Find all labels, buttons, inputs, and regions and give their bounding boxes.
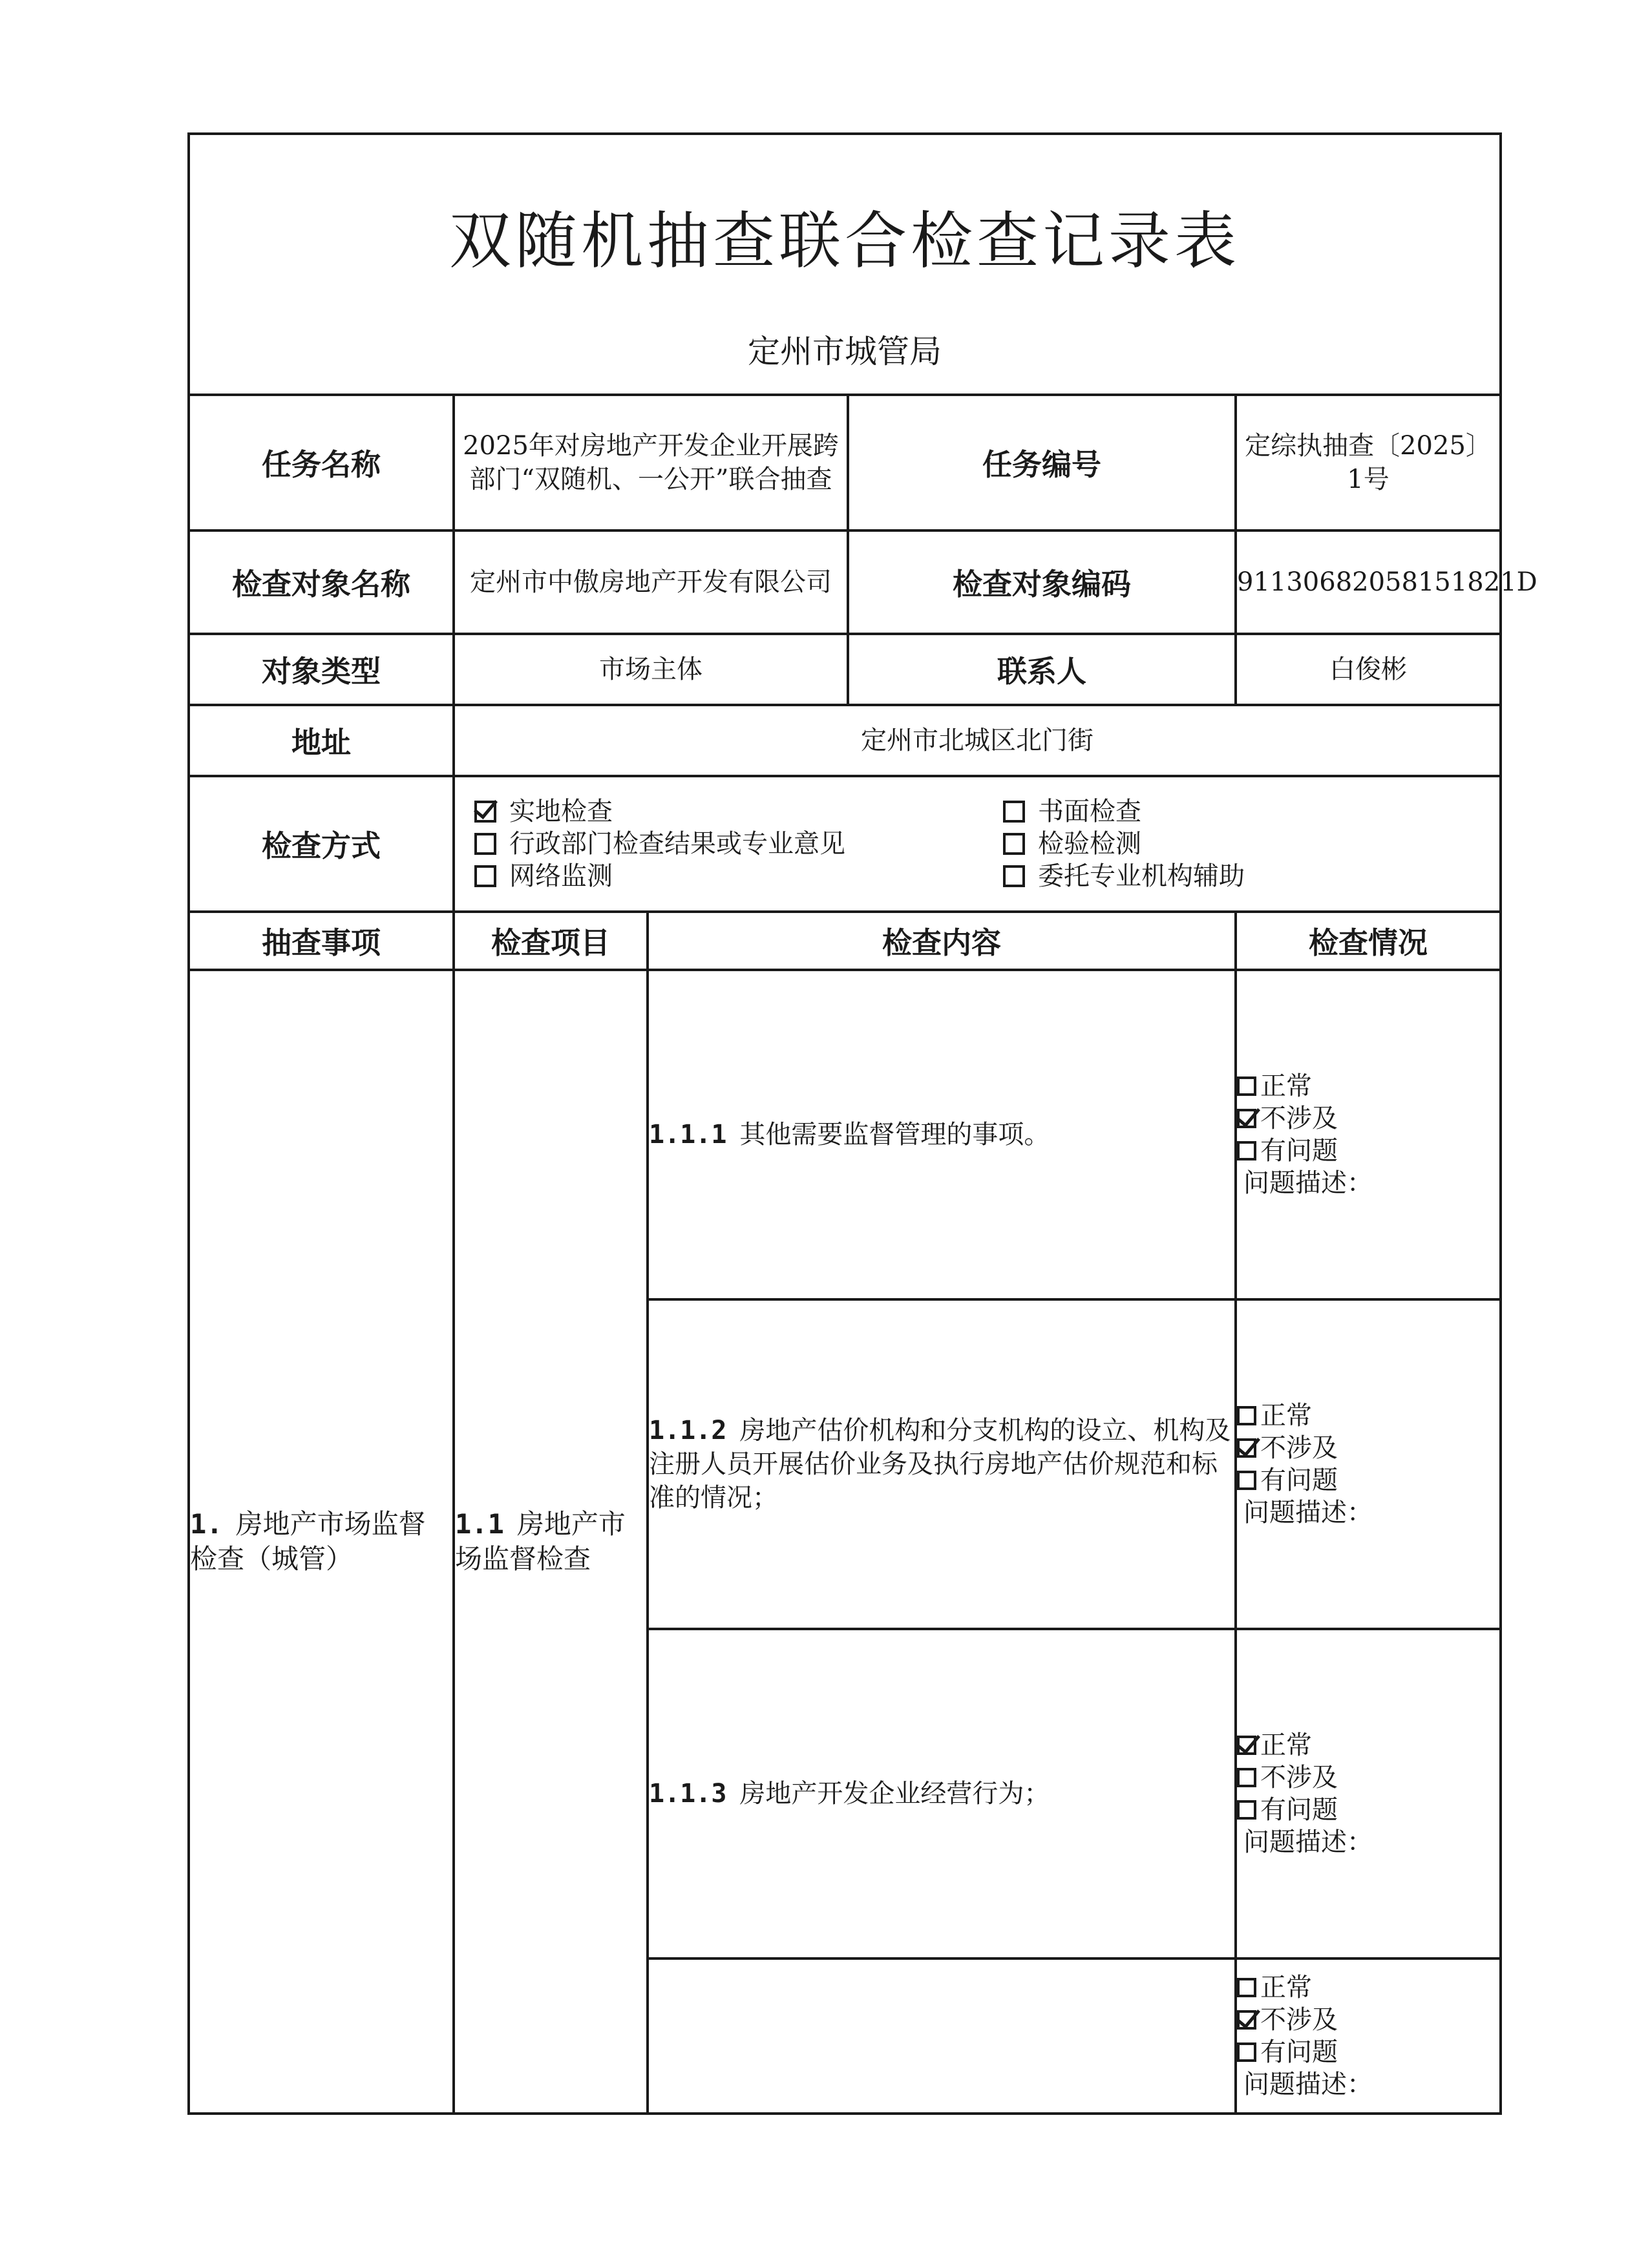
content-number: 1.1.2	[649, 1416, 727, 1445]
status-option-problem[interactable]	[1237, 1794, 1499, 1826]
method-option[interactable]	[1003, 795, 1480, 828]
problem-description-label: 问题描述：	[1243, 2070, 1373, 2099]
checkbox-icon[interactable]	[1237, 1800, 1256, 1820]
checkbox-icon[interactable]	[1237, 2042, 1256, 2062]
status-label: 有问题	[1260, 1795, 1338, 1825]
method-option-label: 检验检测	[1038, 829, 1142, 859]
status-row-1	[1236, 970, 1501, 1299]
content-row-4	[648, 1958, 1236, 2114]
method-option[interactable]	[474, 860, 951, 892]
task-name-label: 任务名称	[189, 395, 454, 530]
status-option-normal[interactable]	[1237, 1971, 1499, 2004]
status-option-normal[interactable]	[1237, 1729, 1499, 1761]
method-option-label: 网络监测	[509, 861, 613, 891]
contact-value: 白俊彬	[1236, 634, 1501, 705]
content-row-1	[648, 970, 1236, 1299]
method-option[interactable]	[474, 828, 951, 860]
address-label: 地址	[189, 705, 454, 776]
status-label: 正常	[1260, 1401, 1312, 1431]
method-option-label: 书面检查	[1038, 797, 1142, 826]
content-number: 1.1.3	[649, 1779, 727, 1809]
target-type-label: 对象类型	[189, 634, 454, 705]
method-column-left	[474, 795, 951, 892]
status-option-na[interactable]	[1237, 2004, 1499, 2036]
checkbox-icon[interactable]	[1237, 1406, 1256, 1425]
content-number: 1.1.1	[649, 1120, 727, 1150]
method-options	[454, 776, 1501, 912]
status-label: 不涉及	[1260, 2005, 1338, 2035]
status-label: 正常	[1260, 1973, 1312, 2002]
status-label: 有问题	[1260, 2037, 1338, 2067]
task-no-value: 定综执抽查〔2025〕1号	[1236, 395, 1501, 530]
status-label: 不涉及	[1260, 1104, 1338, 1133]
status-option-problem[interactable]	[1237, 1464, 1499, 1496]
inspection-form-table	[187, 132, 1537, 2115]
target-name-value: 定州市中傲房地产开发有限公司	[454, 530, 848, 634]
title-block	[189, 134, 1501, 395]
status-label: 有问题	[1260, 1465, 1338, 1495]
status-option-problem[interactable]	[1237, 2036, 1499, 2068]
checkbox-icon[interactable]	[1003, 865, 1025, 887]
checkbox-icon[interactable]	[1237, 1978, 1256, 1997]
checkbox-checked-icon[interactable]	[1237, 1736, 1256, 1755]
content-row-3	[648, 1629, 1236, 1958]
document-title: 双随机抽查联合检查记录表	[449, 205, 1241, 277]
status-option-na[interactable]	[1237, 1761, 1499, 1794]
status-option-normal[interactable]	[1237, 1070, 1499, 1102]
header-content: 检查内容	[648, 912, 1236, 970]
status-label: 不涉及	[1260, 1763, 1338, 1792]
checkbox-checked-icon[interactable]	[1237, 1438, 1256, 1458]
content-row-2	[648, 1299, 1236, 1629]
method-option-label: 行政部门检查结果或专业意见	[509, 829, 845, 859]
project-number: 1.1	[455, 1508, 504, 1540]
method-column-right	[951, 795, 1480, 892]
checkbox-icon[interactable]	[474, 833, 496, 855]
agency-name: 定州市城管局	[748, 333, 942, 370]
task-name-value: 2025年对房地产开发企业开展跨部门“双随机、一公开”联合抽查	[454, 395, 848, 530]
method-option[interactable]	[474, 795, 951, 828]
method-option[interactable]	[1003, 828, 1480, 860]
check-item-cell	[189, 970, 454, 2114]
status-option-na[interactable]	[1237, 1102, 1499, 1135]
target-code-label: 检查对象编码	[848, 530, 1236, 634]
checkbox-checked-icon[interactable]	[474, 801, 496, 823]
content-text: 房地产开发企业经营行为；	[739, 1779, 1050, 1809]
status-option-problem[interactable]	[1237, 1135, 1499, 1167]
header-item: 抽查事项	[189, 912, 454, 970]
project-text: 房地产市场监督检查	[455, 1508, 626, 1575]
inspection-record-sheet	[187, 132, 1537, 2116]
check-project-cell	[454, 970, 648, 2114]
checkbox-icon[interactable]	[1237, 1141, 1256, 1160]
status-row-3	[1236, 1629, 1501, 1958]
target-name-label: 检查对象名称	[189, 530, 454, 634]
problem-description-label: 问题描述：	[1243, 1168, 1373, 1198]
checkbox-icon[interactable]	[1003, 801, 1025, 823]
content-text: 房地产估价机构和分支机构的设立、机构及注册人员开展估价业务及执行房地产估价规范和标准的情况；	[649, 1416, 1231, 1513]
task-no-label: 任务编号	[848, 395, 1236, 530]
checkbox-icon[interactable]	[474, 865, 496, 887]
status-label: 不涉及	[1260, 1433, 1338, 1463]
target-code-value: 91130682058151821D	[1236, 530, 1501, 634]
status-option-normal[interactable]	[1237, 1400, 1499, 1432]
checkbox-icon[interactable]	[1237, 1768, 1256, 1787]
checkbox-icon[interactable]	[1237, 1471, 1256, 1490]
status-label: 有问题	[1260, 1136, 1338, 1166]
status-row-4	[1236, 1958, 1501, 2114]
checkbox-icon[interactable]	[1003, 833, 1025, 855]
problem-description-label: 问题描述：	[1243, 1498, 1373, 1528]
status-row-2	[1236, 1299, 1501, 1629]
status-option-na[interactable]	[1237, 1432, 1499, 1464]
target-type-value: 市场主体	[454, 634, 848, 705]
checkbox-checked-icon[interactable]	[1237, 2010, 1256, 2030]
item-text: 房地产市场监督检查（城管）	[190, 1508, 426, 1575]
item-number: 1.	[190, 1508, 223, 1540]
checkbox-icon[interactable]	[1237, 1076, 1256, 1096]
checkbox-checked-icon[interactable]	[1237, 1109, 1256, 1128]
status-label: 正常	[1260, 1730, 1312, 1760]
problem-description-label: 问题描述：	[1243, 1827, 1373, 1857]
method-label: 检查方式	[189, 776, 454, 912]
contact-label: 联系人	[848, 634, 1236, 705]
address-value: 定州市北城区北门街	[454, 705, 1501, 776]
method-option-label: 实地检查	[509, 797, 613, 826]
method-option[interactable]	[1003, 860, 1480, 892]
content-text: 其他需要监督管理的事项。	[739, 1120, 1050, 1150]
status-label: 正常	[1260, 1071, 1312, 1101]
method-option-label: 委托专业机构辅助	[1038, 861, 1245, 891]
header-project: 检查项目	[454, 912, 648, 970]
header-status: 检查情况	[1236, 912, 1501, 970]
